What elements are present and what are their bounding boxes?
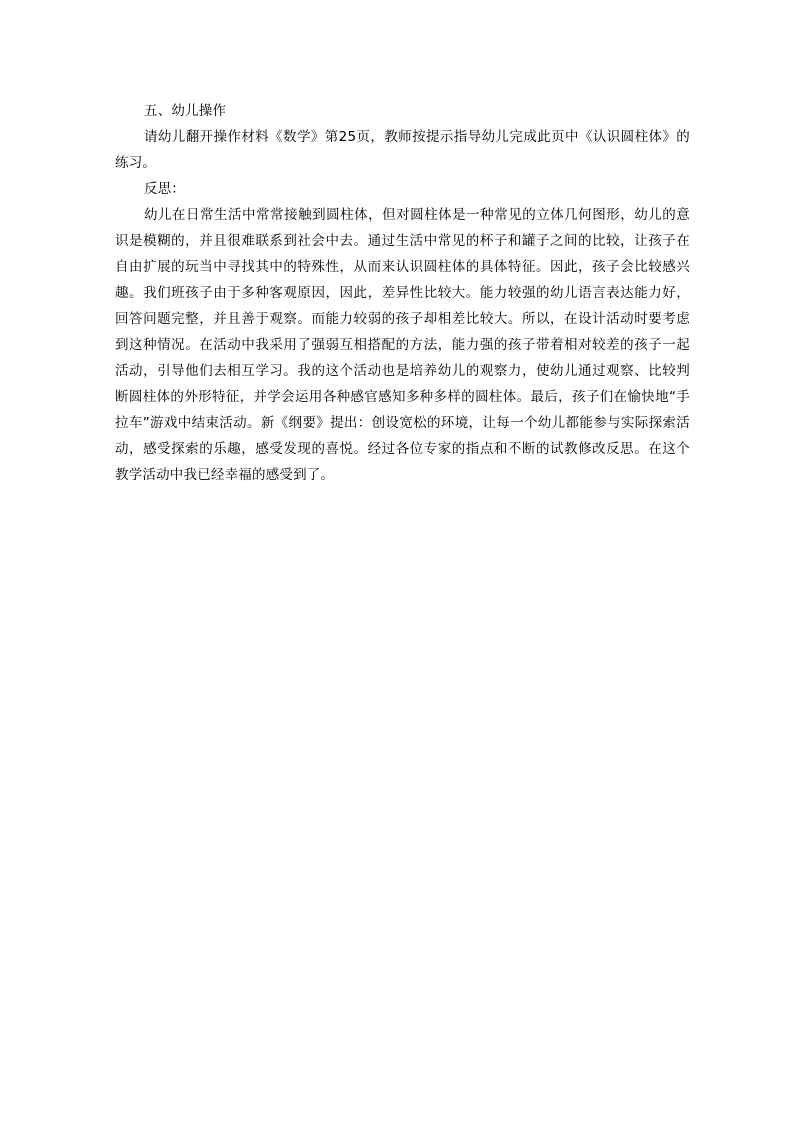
reflection-paragraph: 幼儿在日常生活中常常接触到圆柱体，但对圆柱体是一种常见的立体几何图形，幼儿的意识是模糊的，并且很难联系到社会中去。通过生活中常见的杯子和罐子之间的比较，让孩子在自由扩展的玩当中寻找其中的特殊性，从而来认识圆柱体的具体特征。因此，孩子会比较感兴趣。我们班孩子由于多种客观原因，因此，差异性比较大。能力较强的幼儿语言表达能力好，回答问题完整，并且善于观察。而能力较弱的孩子却相差比较大。所以，在设计活动时要考虑到这种情况。在活动中我采用了强弱互相搭配的方法，能力强的孩子带着相对较差的孩子一起活动，引导他们去相互学习。我的这个活动也是培养幼儿的观察力，使幼儿通过观察、比较判断圆柱体的外形特征，并学会运用各种感官感知多种多样的圆柱体。最后，孩子们在愉快地“手拉车”游戏中结束活动。新《纲要》提出：创设宽松的环境，让每一个幼儿都能参与实际探索活动，感受探索的乐趣，感受发现的喜悦。经过各位专家的指点和不断的试教修改反思。在这个教学活动中我已经幸福的感受到了。 [115,207,690,483]
operation-paragraph: 请幼儿翻开操作材料《数学》第25页，教师按提示指导幼儿完成此页中《认识圆柱体》的练习。 [115,129,690,171]
document-body [115,98,690,488]
section-heading: 五、幼儿操作 [144,103,227,119]
reflection-heading: 反思： [144,181,186,197]
